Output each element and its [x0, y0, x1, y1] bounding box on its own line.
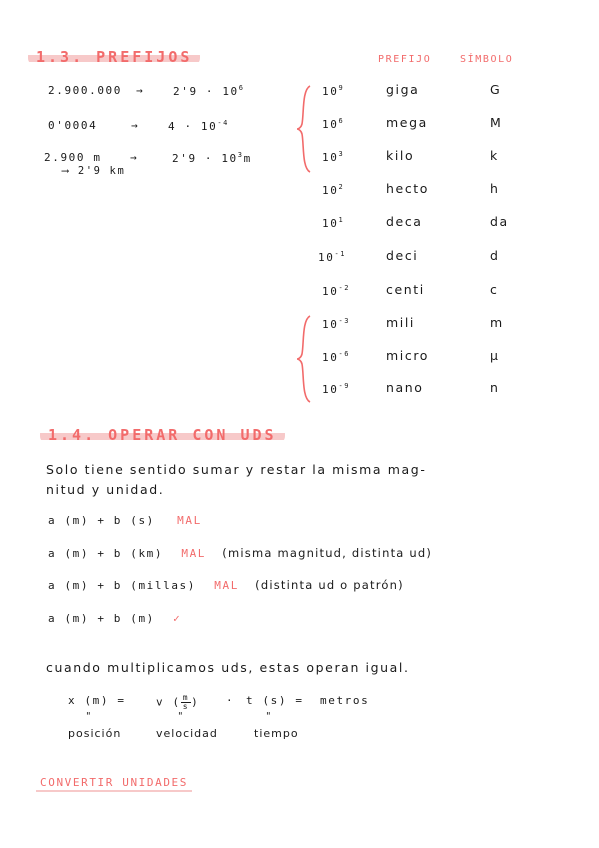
operation-expr: a (m) + b (m)	[48, 612, 155, 625]
example-unit: m	[243, 152, 252, 165]
exponent: -4	[217, 119, 229, 127]
prefix-symbol: h	[490, 181, 500, 196]
formula-result: metros	[320, 694, 370, 707]
prefix-symbol: d	[490, 248, 500, 263]
operation-row	[48, 578, 404, 592]
prefix-symbol: c	[490, 282, 499, 297]
operation-row	[48, 612, 181, 625]
brace-icon	[296, 314, 316, 404]
formula-label: tiempo	[254, 727, 299, 740]
prefix-symbol: M	[490, 115, 503, 130]
operation-note: (misma magnitud, distinta ud)	[222, 546, 433, 560]
ditto-mark: "	[266, 711, 271, 722]
operation-verdict: MAL	[177, 514, 202, 527]
example-right: 4 · 10	[168, 120, 218, 133]
formula-dot: ·	[226, 694, 235, 707]
prefix-symbol: G	[490, 82, 502, 97]
exponent: 6	[238, 84, 245, 92]
formula-row	[68, 693, 370, 711]
prefix-symbol: m	[490, 315, 504, 330]
column-header-simbolo: SÍMBOLO	[460, 54, 514, 65]
operation-verdict: MAL	[214, 579, 239, 592]
prefix-symbol: n	[490, 380, 500, 395]
prefix-name: kilo	[386, 148, 415, 163]
operation-expr: a (m) + b (km)	[48, 547, 164, 560]
operation-expr: a (m) + b (s)	[48, 514, 155, 527]
prefix-name: centi	[386, 282, 425, 297]
formula-label: velocidad	[156, 727, 218, 740]
prefix-name: deci	[386, 248, 419, 263]
prefix-name: deca	[386, 214, 423, 229]
formula-velocity: v ( $\frac{m}{s}$ )	[156, 693, 200, 711]
section-heading-prefijos: 1.3. PREFIJOS	[28, 48, 200, 66]
arrow-icon: →	[130, 151, 139, 164]
example-left: 0'0004	[48, 119, 98, 132]
ditto-mark: "	[178, 711, 183, 722]
prefix-name: micro	[386, 348, 430, 363]
section-heading-convertir: CONVERTIR UNIDADES	[36, 776, 192, 792]
paragraph-line: Solo tiene sentido sumar y restar la misma mag-	[46, 462, 427, 477]
multiplication-sentence: cuando multiplicamos uds, estas operan igual.	[46, 660, 410, 675]
example-right: 2'9 · 10	[172, 152, 238, 165]
formula-lhs: x (m) =	[68, 694, 126, 707]
operation-row	[48, 546, 432, 560]
prefix-symbol: k	[490, 148, 499, 163]
arrow-icon: →	[136, 84, 145, 97]
operation-expr: a (m) + b (millas)	[48, 579, 197, 592]
column-header-prefijo: PREFIJO	[378, 54, 432, 65]
example-right: 2'9 · 10	[173, 85, 239, 98]
check-icon: ✓	[173, 612, 182, 625]
arrow-icon: →	[131, 119, 140, 132]
example-left: 2.900.000	[48, 84, 123, 97]
operation-note: (distinta ud o patrón)	[255, 578, 404, 592]
example-sub-result: ⟶ 2'9 km	[62, 165, 126, 177]
prefix-name: giga	[386, 82, 420, 97]
section-heading-operar: 1.4. OPERAR CON UDS	[40, 426, 285, 444]
prefix-symbol: da	[490, 214, 509, 229]
operation-row	[48, 514, 202, 527]
prefix-name: mega	[386, 115, 428, 130]
paragraph-line: nitud y unidad.	[46, 482, 165, 497]
formula-label: posición	[68, 727, 122, 740]
ditto-mark: "	[86, 711, 91, 722]
formula-time: t (s) =	[246, 694, 304, 707]
prefix-name: nano	[386, 380, 424, 395]
example-left: 2.900 m	[44, 151, 102, 164]
operation-verdict: MAL	[181, 547, 207, 560]
exponent: 3	[237, 151, 244, 159]
brace-icon	[296, 84, 316, 174]
prefix-name: hecto	[386, 181, 430, 196]
prefix-symbol: μ	[490, 348, 500, 363]
prefix-name: mili	[386, 315, 415, 330]
